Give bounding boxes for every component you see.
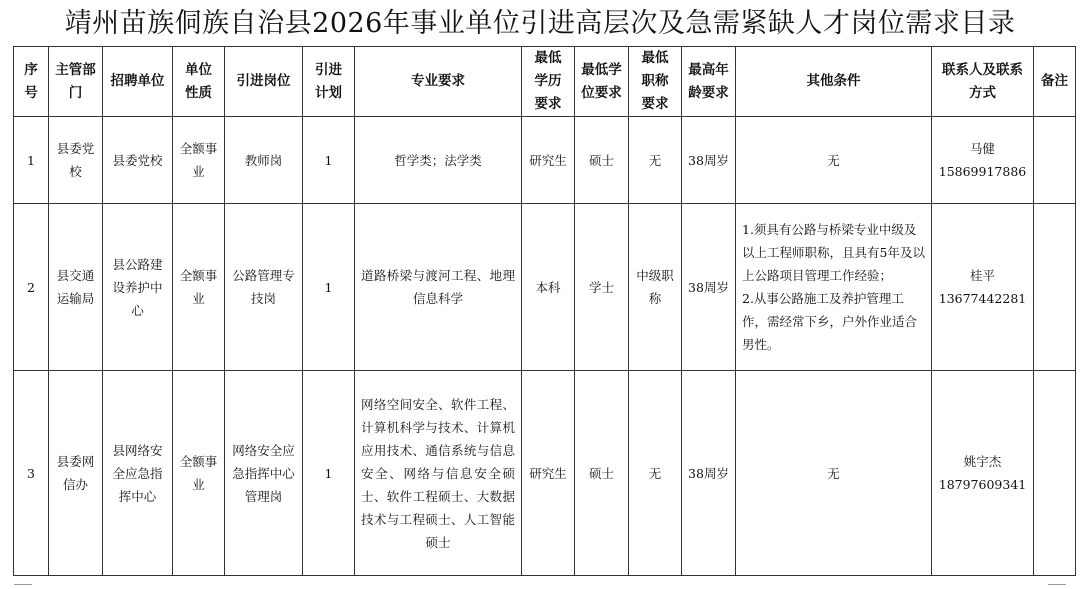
header-seq: 序号 xyxy=(14,47,49,117)
header-degree: 最低学位要求 xyxy=(575,47,629,117)
cell-note xyxy=(1034,371,1076,576)
header-age: 最高年龄要求 xyxy=(682,47,736,117)
cell-title: 无 xyxy=(629,371,682,576)
page-title: 靖州苗族侗族自治县2026年事业单位引进高层次及急需紧缺人才岗位需求目录 xyxy=(64,8,1016,39)
cell-post: 公路管理专技岗 xyxy=(225,204,303,371)
header-contact: 联系人及联系方式 xyxy=(932,47,1034,117)
cell-major: 道路桥梁与渡河工程、地理信息科学 xyxy=(355,204,522,371)
cell-contact xyxy=(932,204,1034,371)
cell-major: 网络空间安全、软件工程、计算机科学与技术、计算机应用技术、通信系统与信息安全、网络与信息安全硕士、软件工程硕士、大数据技术与工程硕士、人工智能硕士 xyxy=(355,371,522,576)
cell-nature: 全额事业 xyxy=(173,204,225,371)
condition-item: 1.须具有公路与桥梁专业中级及以上工程师职称，且具有5年及以上公路项目管理工作经验； xyxy=(742,222,925,283)
header-plan: 引进计划 xyxy=(303,47,355,117)
cell-other xyxy=(736,204,932,371)
cell-nature: 全额事业 xyxy=(173,371,225,576)
cell-note xyxy=(1034,117,1076,204)
position-table xyxy=(13,46,1076,576)
cell-dept: 县交通运输局 xyxy=(49,204,103,371)
cell-note xyxy=(1034,204,1076,371)
contact-phone: 18797609341 xyxy=(938,477,1027,492)
cell-other: 无 xyxy=(736,371,932,576)
cell-unit: 县委党校 xyxy=(103,117,173,204)
cell-dept: 县委党校 xyxy=(49,117,103,204)
contact-name: 马健 xyxy=(969,141,995,156)
header-nature: 单位性质 xyxy=(173,47,225,117)
cell-plan: 1 xyxy=(303,204,355,371)
corner-mark-right xyxy=(1048,584,1066,585)
cell-contact xyxy=(932,371,1034,576)
header-edu: 最低学历要求 xyxy=(522,47,575,117)
cell-seq: 1 xyxy=(14,117,49,204)
header-post: 引进岗位 xyxy=(225,47,303,117)
cell-major: 哲学类；法学类 xyxy=(355,117,522,204)
cell-title: 中级职称 xyxy=(629,204,682,371)
cell-age: 38周岁 xyxy=(682,117,736,204)
cell-edu: 本科 xyxy=(522,204,575,371)
cell-age: 38周岁 xyxy=(682,371,736,576)
table-row xyxy=(14,204,1076,371)
cell-plan: 1 xyxy=(303,371,355,576)
cell-dept: 县委网信办 xyxy=(49,371,103,576)
cell-unit: 县公路建设养护中心 xyxy=(103,204,173,371)
header-major: 专业要求 xyxy=(355,47,522,117)
cell-plan: 1 xyxy=(303,117,355,204)
cell-post: 教师岗 xyxy=(225,117,303,204)
header-other: 其他条件 xyxy=(736,47,932,117)
cell-age: 38周岁 xyxy=(682,204,736,371)
contact-phone: 13677442281 xyxy=(938,291,1027,306)
header-row xyxy=(14,47,1076,117)
header-note: 备注 xyxy=(1034,47,1076,117)
header-dept: 主管部门 xyxy=(49,47,103,117)
cell-nature: 全额事业 xyxy=(173,117,225,204)
cell-other: 无 xyxy=(736,117,932,204)
cell-degree: 学士 xyxy=(575,204,629,371)
contact-name: 姚宇杰 xyxy=(963,454,1002,469)
contact-name: 桂平 xyxy=(969,268,995,283)
cell-degree: 硕士 xyxy=(575,117,629,204)
corner-mark-left xyxy=(14,584,32,585)
cell-seq: 2 xyxy=(14,204,49,371)
cell-contact xyxy=(932,117,1034,204)
header-unit: 招聘单位 xyxy=(103,47,173,117)
cell-edu: 研究生 xyxy=(522,117,575,204)
cell-title: 无 xyxy=(629,117,682,204)
table-row xyxy=(14,371,1076,576)
contact-phone: 15869917886 xyxy=(938,164,1027,179)
cell-edu: 研究生 xyxy=(522,371,575,576)
cell-post: 网络安全应急指挥中心管理岗 xyxy=(225,371,303,576)
header-title: 最低职称要求 xyxy=(629,47,682,117)
cell-seq: 3 xyxy=(14,371,49,576)
table-row xyxy=(14,117,1076,204)
cell-degree: 硕士 xyxy=(575,371,629,576)
condition-item: 2.从事公路施工及养护管理工作，需经常下乡，户外作业适合男性。 xyxy=(742,291,918,352)
cell-unit: 县网络安全应急指挥中心 xyxy=(103,371,173,576)
